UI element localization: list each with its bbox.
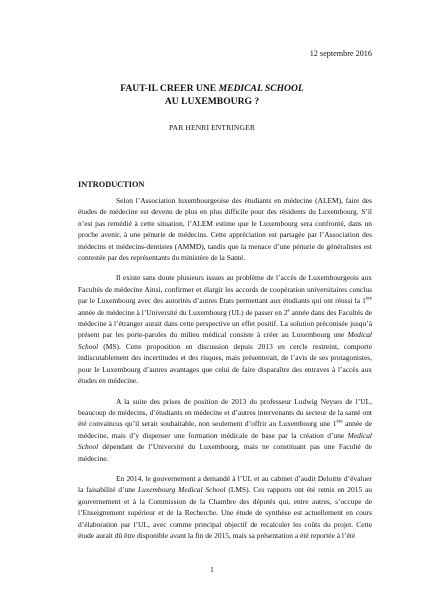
document-title	[0, 82, 424, 108]
superscript: ère	[336, 419, 343, 425]
author-byline: PAR HENRI ENTRINGER	[169, 123, 255, 132]
title-line2: AU LUXEMBOURG ?	[164, 96, 260, 107]
paragraph-4-part-a: En 2014, le gouvernement a demandé à l’UL et au cabinet d’audit Deloitte d’évaluer la faisabilité d’une	[78, 473, 372, 495]
paragraph-3-part-c: dépendant de l’Université du Luxembourg, mais ne constituant pas une Faculté de médecine.	[78, 442, 372, 463]
paragraph-2-part-a: Il existe sans doute plusieurs issues au problème de l’accès de Luxembourgeois aux Facultés de médecine Ainsi, confirmer et élargir les accords de coopération universitaires conclus par le Luxembourg avec des autorités d’autres Etats permettant aux étudiants qui ont réussi la 1	[78, 273, 372, 306]
superscript: e	[287, 308, 290, 314]
section-heading: INTRODUCTION	[78, 180, 145, 189]
body-text	[78, 195, 372, 550]
paragraph-4	[78, 473, 372, 541]
paragraph-3	[78, 396, 372, 464]
paragraph-3-part-b: année de médecine, mais d’y dispenser une formation médicale de base par la création d’une	[78, 419, 372, 440]
superscript: ère	[365, 296, 372, 302]
paragraph-3-part-a: A la suite des prises de position de 2013 du professeur Ludwig Neyses de l’UL, beaucoup de médecins, d’étudiants en médecine et d’autres intervenants du secteur de la santé ont été convaincus qu’il serait souhaitable, non seulement d’offrir au Luxembourg une 1	[78, 396, 372, 429]
italic-term: Medical School	[78, 330, 372, 351]
document-date: 12 septembre 2016	[309, 49, 372, 58]
title-line1-prefix: FAUT-IL CREER UNE	[120, 83, 219, 94]
page-number: 1	[210, 565, 214, 574]
title-line1-italic: MEDICAL SCHOOL	[218, 83, 304, 94]
paragraph-2-part-b: année de médecine à l’Université du Luxembourg (UL) de passer en 2	[78, 307, 288, 317]
italic-term: Luxembourg Medical School	[138, 485, 226, 495]
paragraph-1: Selon l’Association luxembourgeoise des étudiants en médecine (ALEM), faire des études de médecine est devenu de plus en plus difficile pour des résidents du Luxembourg. S’il n’est pas remédié à cette situation, l’ALEM estime que le Luxembourg sera confronté, dans un proche avenir, à une pénurie de médecins. Cette appréciation est partagée par l’Association des médecins et médecins-dentistes (AMMD), tandis que la menace d’une pénurie de généralistes est contestée par des représentants du ministère de la Santé.	[78, 196, 372, 263]
paragraph-2-part-c: année dans des Facultés de médecine à l’étranger aurait dans cette perspective un effet positif. La solution préconisée jusqu’à présent par les porte-paroles du milieu médical consiste à créer au Luxembourg une	[78, 307, 372, 340]
paragraph-4-part-b: (LMS). Ces rapports ont été remis en 2015 au gouvernement et à la Commission de la Chambre des députés qui, entre autres, s’occupe de l’Enseignement supérieur et de la Recherche. Une étude de synthèse est actuellement en cours d’élaboration par l’UL, avec comme principal objectif de recalculer les coûts du projet. Cette étude aurait dû être disponible avant la fin de 2015, mais sa présentation a été reportée à l’été	[78, 485, 372, 540]
italic-term: Medical School	[78, 430, 372, 452]
paragraph-2	[78, 272, 372, 386]
paragraph-2-part-d: (MS). Cette proposition en discussion depuis 2013 en cercle restreint, comporte indiscutablement des incertitudes et des risques, mais présenterait, de l’avis de ses protagonistes, pour le Luxembourg d’autres avantages que celui de faire disparaître des entraves à l’accès aux études en médecine.	[78, 341, 372, 386]
